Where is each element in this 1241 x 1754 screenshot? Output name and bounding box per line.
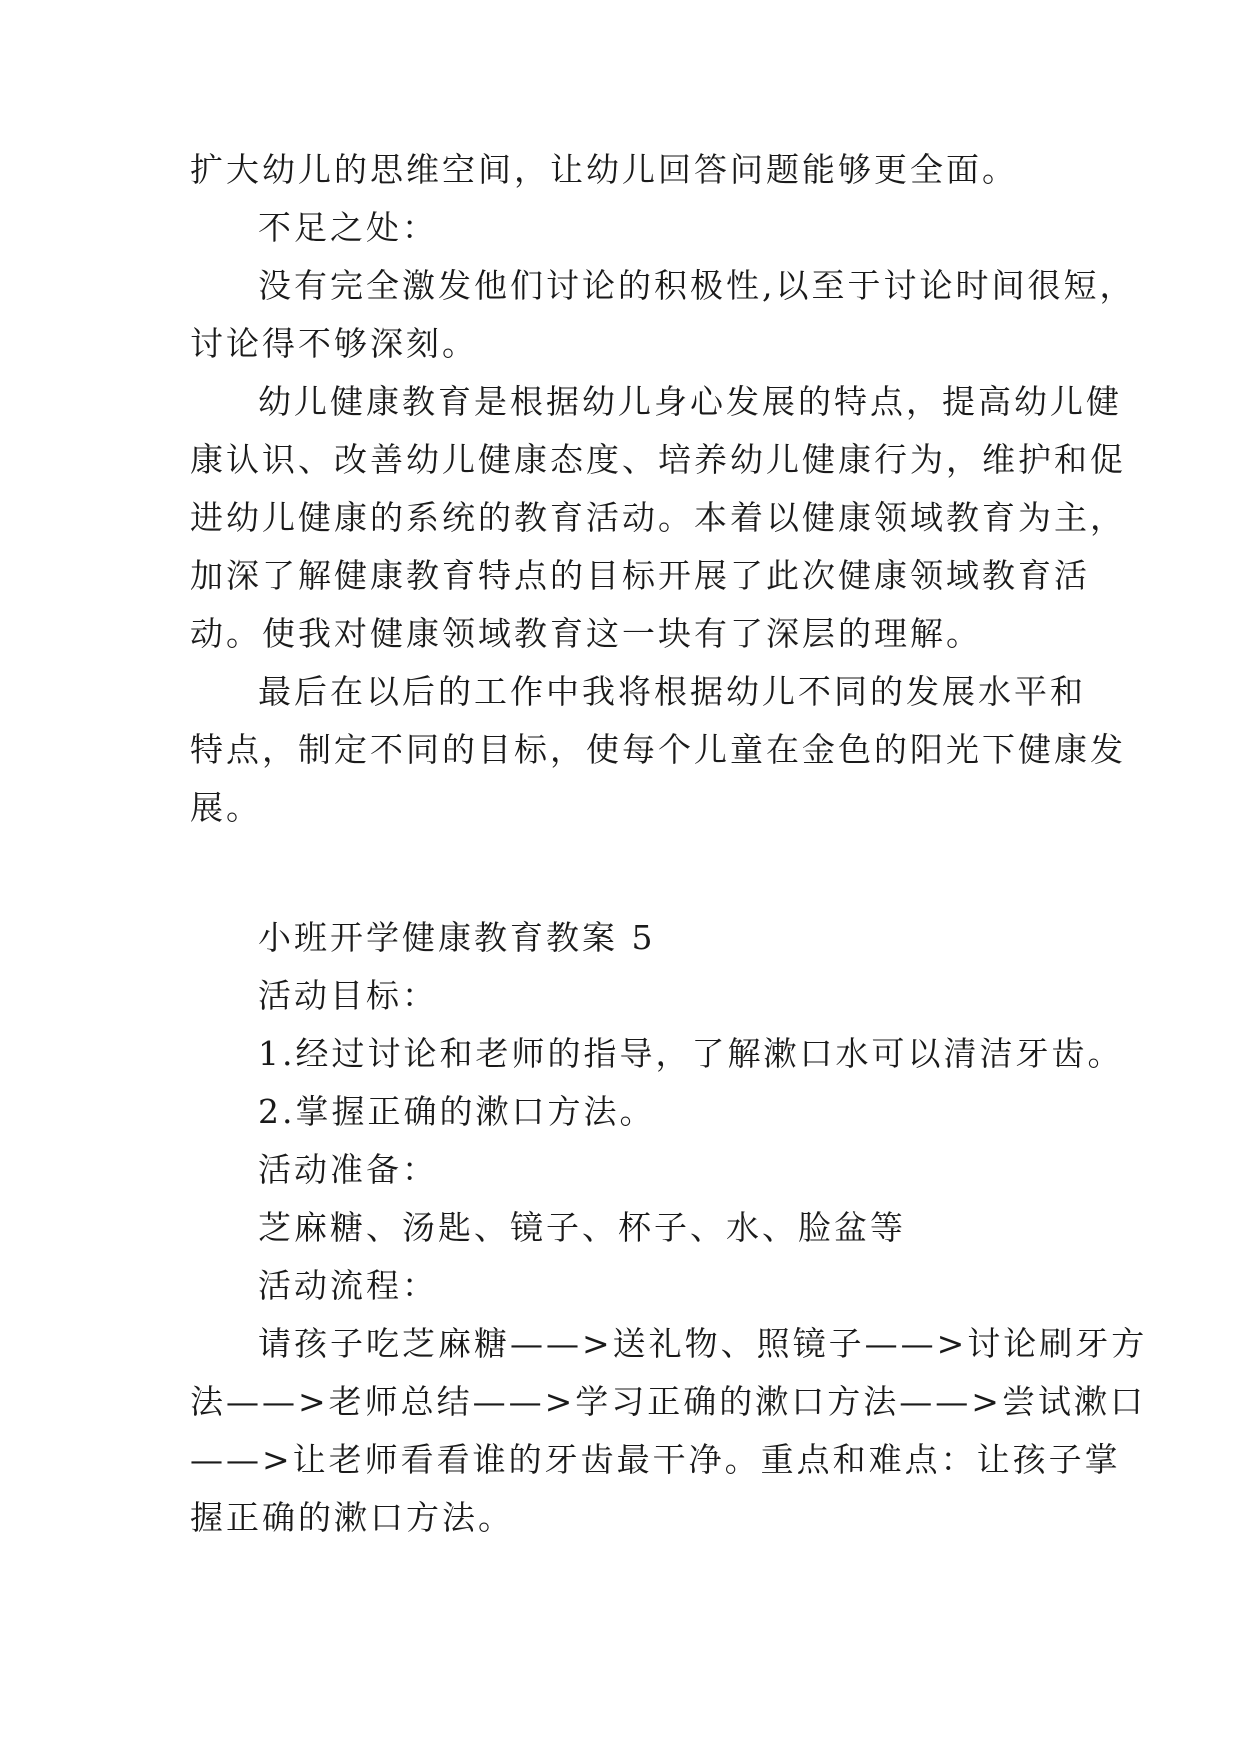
goal-item: 2.掌握正确的漱口方法。 xyxy=(258,1092,656,1131)
section-heading-shortcoming: 不足之处： xyxy=(258,208,438,247)
paragraph-line: 康认识、改善幼儿健康态度、培养幼儿健康行为，维护和促 xyxy=(190,440,1126,479)
document-title: 小班开学健康教育教案 5 xyxy=(258,918,656,957)
flow-heading: 活动流程： xyxy=(258,1266,438,1305)
prep-items: 芝麻糖、汤匙、镜子、杯子、水、脸盆等 xyxy=(258,1208,906,1247)
goals-heading: 活动目标： xyxy=(258,976,438,1015)
prep-heading: 活动准备： xyxy=(258,1150,438,1189)
paragraph-line: 进幼儿健康的系统的教育活动。本着以健康领域教育为主， xyxy=(190,498,1126,537)
flow-line: 法——>老师总结——>学习正确的漱口方法——>尝试漱口 xyxy=(190,1382,1146,1421)
paragraph-line: 特点，制定不同的目标，使每个儿童在金色的阳光下健康发 xyxy=(190,730,1126,769)
paragraph-line: 讨论得不够深刻。 xyxy=(190,324,478,363)
paragraph-line: 幼儿健康教育是根据幼儿身心发展的特点，提高幼儿健 xyxy=(258,382,1122,421)
goal-item: 1.经过讨论和老师的指导，了解漱口水可以清洁牙齿。 xyxy=(258,1034,1124,1073)
paragraph-line: 扩大幼儿的思维空间，让幼儿回答问题能够更全面。 xyxy=(190,150,1018,189)
paragraph-line: 展。 xyxy=(190,788,262,827)
flow-line: 请孩子吃芝麻糖——>送礼物、照镜子——>讨论刷牙方 xyxy=(258,1324,1148,1363)
flow-line: ——>让老师看看谁的牙齿最干净。重点和难点：让孩子掌 xyxy=(190,1440,1121,1479)
flow-line: 握正确的漱口方法。 xyxy=(190,1498,514,1537)
paragraph-line: 最后在以后的工作中我将根据幼儿不同的发展水平和 xyxy=(258,672,1086,711)
paragraph-line: 动。使我对健康领域教育这一块有了深层的理解。 xyxy=(190,614,982,653)
paragraph-line: 没有完全激发他们讨论的积极性,以至于讨论时间很短， xyxy=(258,266,1136,305)
paragraph-line: 加深了解健康教育特点的目标开展了此次健康领域教育活 xyxy=(190,556,1090,595)
